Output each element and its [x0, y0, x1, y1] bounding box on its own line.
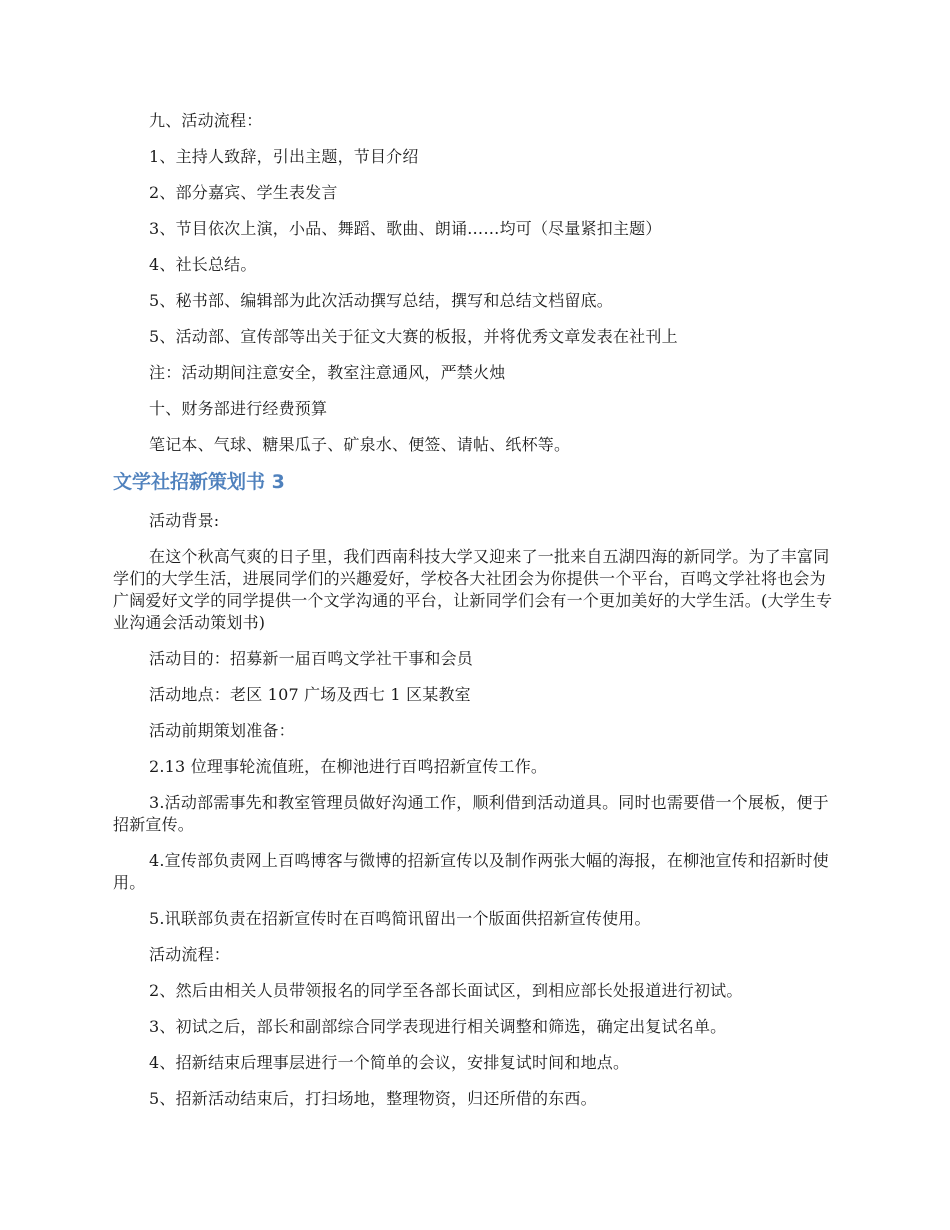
paragraph-safety-note: 注：活动期间注意安全，教室注意通风，严禁火烛 — [149, 363, 506, 382]
paragraph-process-step-4: 4、社长总结。 — [149, 255, 257, 274]
paragraph-budget-items: 笔记本、气球、糖果瓜子、矿泉水、便签、请帖、纸杯等。 — [149, 435, 571, 454]
paragraph-preparation-item-3: 3.活动部需事先和教室管理员做好沟通工作，顺利借到活动道具。同时也需要借一个展板，便于招新宣传。 — [113, 793, 829, 834]
paragraph-process-step-5b: 5、活动部、宣传部等出关于征文大赛的板报，并将优秀文章发表在社刊上 — [149, 327, 678, 346]
document-body — [113, 110, 838, 1124]
paragraph-flow-step-4: 4、招新结束后理事层进行一个简单的会议，安排复试时间和地点。 — [149, 1053, 630, 1072]
paragraph-process-step-1: 1、主持人致辞，引出主题，节目介绍 — [149, 147, 419, 166]
paragraph-preparation-heading: 活动前期策划准备： — [149, 721, 295, 740]
paragraph-background-text: 在这个秋高气爽的日子里，我们西南科技大学又迎来了一批来自五湖四海的新同学。为了丰富同学们的大学生活，进展同学们的兴趣爱好，学校各大社团会为你提供一个平台，百鸣文学社将也会为广阔爱好文学的同学提供一个文学沟通的平台，让新同学们会有一个更加美好的大学生活。(大学生专业沟通会活动策划书) — [113, 547, 833, 632]
paragraph-process-step-3: 3、节目依次上演，小品、舞蹈、歌曲、朗诵……均可（尽量紧扣主题） — [149, 219, 662, 238]
paragraph-flow-step-3: 3、初试之后，部长和副部综合同学表现进行相关调整和筛选，确定出复试名单。 — [149, 1017, 727, 1036]
paragraph-budget-heading: 十、财务部进行经费预算 — [149, 399, 328, 418]
paragraph-flow-step-5: 5、招新活动结束后，打扫场地，整理物资，归还所借的东西。 — [149, 1089, 597, 1108]
paragraph-location: 活动地点：老区 107 广场及西七 1 区某教室 — [149, 685, 471, 704]
section-title: 文学社招新策划书 3 — [113, 471, 285, 493]
paragraph-process-step-2: 2、部分嘉宾、学生表发言 — [149, 183, 338, 202]
paragraph-preparation-item-4: 4.宣传部负责网上百鸣博客与微博的招新宣传以及制作两张大幅的海报，在柳池宣传和招新时使用。 — [113, 851, 829, 892]
paragraph-preparation-item-2: 2.13 位理事轮流值班，在柳池进行百鸣招新宣传工作。 — [149, 757, 548, 776]
paragraph-preparation-item-5: 5.讯联部负责在招新宣传时在百鸣简讯留出一个版面供招新宣传使用。 — [149, 909, 651, 928]
paragraph-flow-step-2: 2、然后由相关人员带领报名的同学至各部长面试区，到相应部长处报道进行初试。 — [149, 981, 743, 1000]
paragraph-background-label: 活动背景: — [149, 511, 220, 530]
paragraph-process-step-5a: 5、秘书部、编辑部为此次活动撰写总结，撰写和总结文档留底。 — [149, 291, 613, 310]
paragraph-purpose: 活动目的：招募新一届百鸣文学社干事和会员 — [149, 649, 474, 668]
paragraph-flow-heading: 活动流程： — [149, 945, 231, 964]
paragraph-activity-process-heading: 九、活动流程： — [149, 111, 263, 130]
